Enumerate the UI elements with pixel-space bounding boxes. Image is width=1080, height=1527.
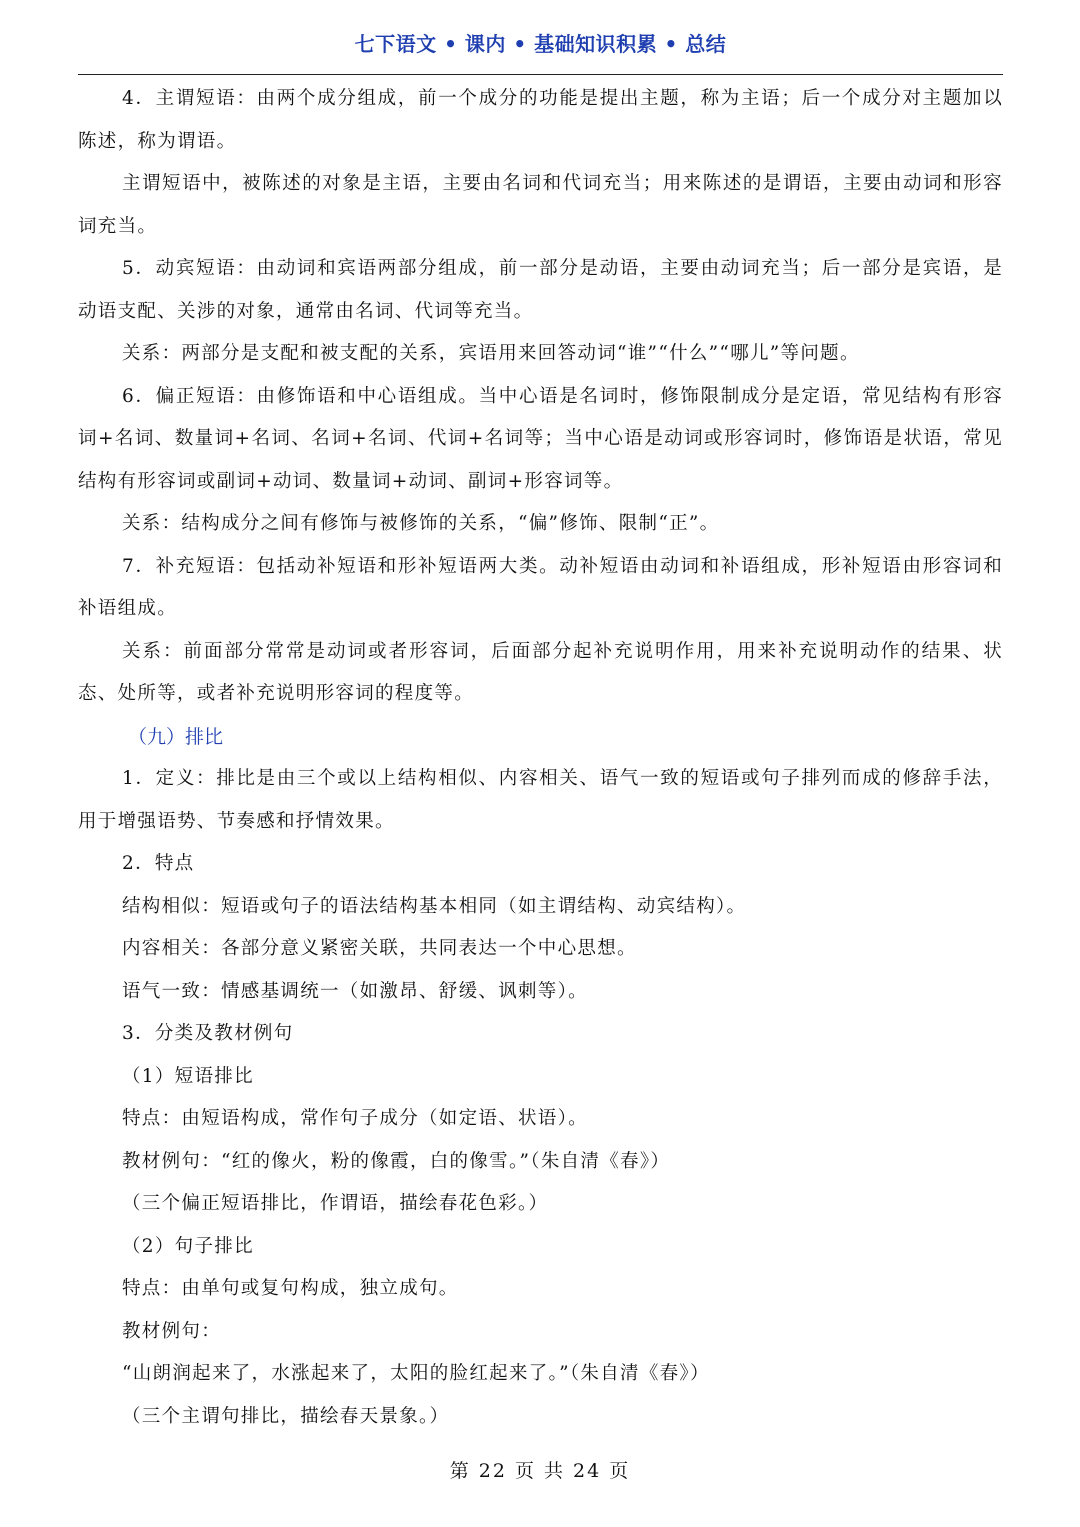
- paragraph-phrase-parallelism-example: 教材例句：“红的像火，粉的像霞，白的像雪。”（朱自清《春》）: [122, 1150, 671, 1172]
- paragraph-sentence-parallelism-example: “山朗润起来了，水涨起来了，太阳的脸红起来了。”（朱自清《春》）: [122, 1363, 710, 1384]
- paragraph-subject-predicate-phrase: 4．主谓短语：由两个成分组成，前一个成分的功能是提出主题，称为主语；后一个成分对主题加以陈述，称为谓语。: [78, 88, 1003, 152]
- page-header: [78, 28, 1003, 75]
- paragraph-phrase-parallelism: （1）短语排比: [122, 1065, 254, 1087]
- page-number: 第 22 页 共 24 页: [449, 1460, 631, 1482]
- paragraph-features-title: 2．特点: [122, 853, 195, 874]
- paragraph-verb-object-relation: 关系：两部分是支配和被支配的关系，宾语用来回答动词“谁”“什么”“哪儿”等问题。: [122, 343, 860, 364]
- paragraph-modifier-head-relation: 关系：结构成分之间有修饰与被修饰的关系，“偏”修饰、限制“正”。: [122, 513, 720, 534]
- paragraph-modifier-head-phrase: 6．偏正短语：由修饰语和中心语组成。当中心语是名词时，修饰限制成分是定语，常见结构有形容词+名词、数量词+名词、名词+名词、代词+名词等；当中心语是动词或形容词时，修饰语是状语，常见结构有形容词或副词+动词、数量词+动词、副词+形容词等。: [78, 385, 1003, 492]
- header-title: 七下语文 • 课内 • 基础知识积累 • 总结: [354, 32, 727, 56]
- paragraph-complement-phrase: 7．补充短语：包括动补短语和形补短语两大类。动补短语由动词和补语组成，形补短语由形容词和补语组成。: [78, 555, 1003, 619]
- paragraph-feature-content: 内容相关：各部分意义紧密关联，共同表达一个中心思想。: [122, 938, 637, 959]
- paragraph-sentence-parallelism-note: （三个主谓句排比，描绘春天景象。）: [122, 1405, 450, 1427]
- paragraph-sentence-parallelism: （2）句子排比: [122, 1235, 254, 1257]
- paragraph-sentence-parallelism-example-label: 教材例句：: [122, 1320, 222, 1342]
- paragraph-complement-relation: 关系：前面部分常常是动词或者形容词，后面部分起补充说明作用，用来补充说明动作的结果、状态、处所等，或者补充说明形容词的程度等。: [78, 640, 1003, 704]
- paragraph-classification-title: 3．分类及教材例句: [122, 1023, 294, 1044]
- page-footer: [0, 1456, 1080, 1483]
- paragraph-feature-tone: 语气一致：情感基调统一（如激昂、舒缓、讽刺等）。: [122, 980, 588, 1002]
- paragraph-verb-object-phrase: 5．动宾短语：由动词和宾语两部分组成，前一部分是动语，主要由动词充当；后一部分是宾语，是动语支配、关涉的对象，通常由名词、代词等充当。: [78, 258, 1003, 322]
- paragraph-sentence-parallelism-feature: 特点：由单句或复句构成，独立成句。: [122, 1278, 459, 1299]
- paragraph-parallelism-definition: 1．定义：排比是由三个或以上结构相似、内容相关、语气一致的短语或句子排列而成的修辞手法，用于增强语势、节奏感和抒情效果。: [78, 768, 1003, 832]
- paragraph-phrase-parallelism-note: （三个偏正短语排比，作谓语，描绘春花色彩。）: [122, 1193, 549, 1214]
- paragraph-phrase-parallelism-feature: 特点：由短语构成，常作句子成分（如定语、状语）。: [122, 1108, 588, 1129]
- paragraph-subject-predicate-detail: 主谓短语中，被陈述的对象是主语，主要由名词和代词充当；用来陈述的是谓语，主要由动词和形容词充当。: [78, 173, 1003, 237]
- document-body: [78, 78, 1003, 1438]
- paragraph-feature-structure: 结构相似：短语或句子的语法结构基本相同（如主谓结构、动宾结构）。: [122, 895, 747, 917]
- section-heading-parallelism: （九）排比: [128, 725, 224, 748]
